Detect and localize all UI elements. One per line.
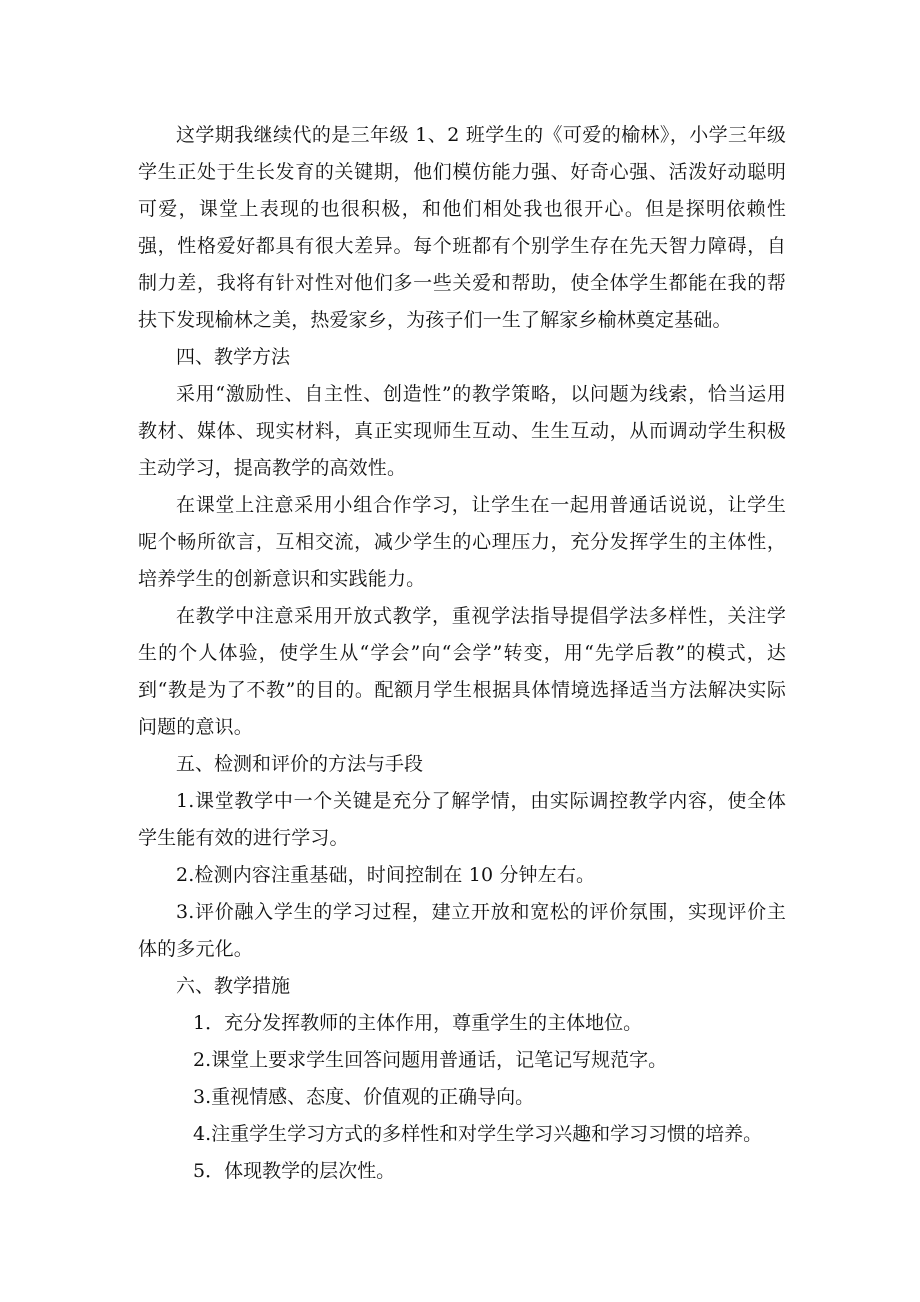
list-item: 2.课堂上要求学生回答问题用普通话，记笔记写规范字。 [193, 1049, 668, 1071]
heading-assessment-methods: 五、检测和评价的方法与手段 [176, 753, 424, 775]
heading-teaching-methods: 四、教学方法 [176, 346, 291, 368]
paragraph-student-analysis: 这学期我继续代的是三年级 1、2 班学生的《可爱的榆林》，小学三年级学生正处于生长发育的关键期，他们模仿能力强、好奇心强、活泼好动聪明可爱，课堂上表现的也很积极，和他们相处我也很开心。但是探明依赖性强，性格爱好都具有很大差异。每个班都有个别学生存在先天智力障碍，自制力差，我将有针对性对他们多一些关爱和帮助，使全体学生都能在我的帮扶下发现榆林之美，热爱家乡，为孩子们一生了解家乡榆林奠定基础。 [138, 124, 786, 331]
paragraph-assessment-1: 1.课堂教学中一个关键是充分了解学情，由实际调控教学内容，使全体学生能有效的进行学习。 [138, 790, 786, 849]
heading-teaching-measures: 六、教学措施 [176, 975, 291, 997]
document-body [138, 117, 786, 1190]
paragraph-teaching-strategy: 采用“激励性、自主性、创造性”的教学策略，以问题为线索，恰当运用教材、媒体、现实材料，真正实现师生互动、生生互动，从而调动学生积极主动学习，提高教学的高效性。 [138, 383, 786, 479]
paragraph-group-learning: 在课堂上注意采用小组合作学习，让学生在一起用普通话说说，让学生呢个畅所欲言，互相交流，减少学生的心理压力，充分发挥学生的主体性，培养学生的创新意识和实践能力。 [138, 494, 786, 590]
paragraph-assessment-2: 2.检测内容注重基础，时间控制在 10 分钟左右。 [176, 864, 596, 886]
list-item: 4.注重学生学习方式的多样性和对学生学习兴趣和学习习惯的培养。 [193, 1123, 763, 1145]
list-item: 3.重视情感、态度、价值观的正确导向。 [193, 1086, 535, 1108]
list-item: 1．充分发挥教师的主体作用，尊重学生的主体地位。 [193, 1012, 643, 1034]
list-item: 5．体现教学的层次性。 [193, 1160, 396, 1182]
paragraph-assessment-3: 3.评价融入学生的学习过程，建立开放和宽松的评价氛围，实现评价主体的多元化。 [138, 901, 786, 960]
paragraph-open-teaching: 在教学中注意采用开放式教学，重视学法指导提倡学法多样性，关注学生的个人体验，使学生从“学会”向“会学”转变，用“先学后教”的模式，达到“教是为了不教”的目的。配额月学生根据具体情境选择适当方法解决实际问题的意识。 [138, 605, 786, 738]
